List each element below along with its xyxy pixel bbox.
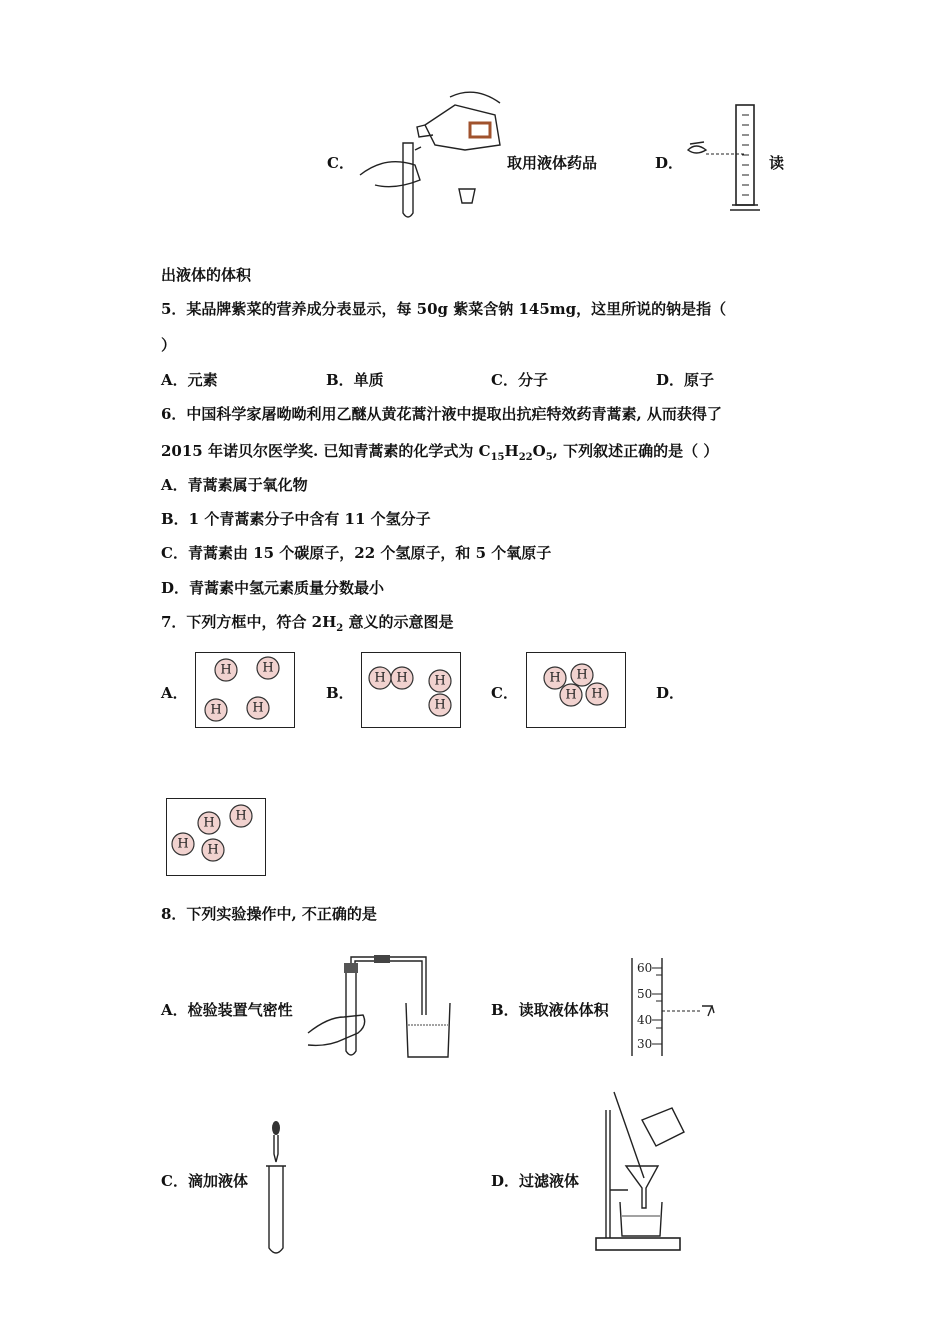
q5-stem: 5．某品牌紫菜的营养成分表显示，每 50g 紫菜含钠 145mg，这里所说的钠是指（ xyxy=(161,300,727,318)
dropper-icon xyxy=(272,1121,280,1162)
q6-stem-line2-b: , 下列叙述正确的是（ ） xyxy=(552,442,719,460)
q6-stem-line2-a: 2015 年诺贝尔医学奖. 已知青蒿素的化学式为 C xyxy=(161,442,491,460)
svg-text:H: H xyxy=(565,687,577,703)
q5-option-d: D．原子 xyxy=(656,371,715,389)
receiving-beaker-icon xyxy=(620,1202,662,1236)
pouring-beaker-icon xyxy=(642,1108,684,1146)
delivery-tube-icon xyxy=(351,955,426,1015)
q7-option-c-diagram xyxy=(526,652,626,728)
svg-text:H: H xyxy=(252,700,264,716)
q5-option-a: A．元素 xyxy=(161,371,218,389)
q8-stem: 8．下列实验操作中, 不正确的是 xyxy=(161,905,377,923)
q4-option-d-label: D． xyxy=(655,154,684,172)
hydrogen-atom-icon xyxy=(571,664,593,686)
q6-formula-h: H xyxy=(504,442,519,460)
q7-stem xyxy=(161,611,453,634)
q8-option-a-label: A．检验装置气密性 xyxy=(161,1001,293,1019)
q6-stem-line2 xyxy=(161,440,718,463)
dropping-liquid-illustration xyxy=(262,1120,302,1260)
glass-rod-icon xyxy=(614,1092,644,1178)
q7-option-c-label: C． xyxy=(491,684,518,702)
svg-text:H: H xyxy=(374,670,386,686)
svg-text:H: H xyxy=(549,670,561,686)
q4-option-d-caption-cont: 出液体的体积 xyxy=(161,266,252,284)
tick-label-40: 40 xyxy=(637,1013,653,1027)
svg-text:H: H xyxy=(591,686,603,702)
svg-text:H: H xyxy=(434,697,446,713)
hydrogen-atom-icon xyxy=(247,697,269,719)
svg-text:H: H xyxy=(235,808,247,824)
hydrogen-atom-icon xyxy=(560,684,582,706)
svg-text:H: H xyxy=(220,662,232,678)
hydrogen-atom-icon xyxy=(586,683,608,705)
graduated-cylinder-icon xyxy=(632,958,662,1056)
hydrogen-atom-icon xyxy=(429,670,451,692)
eye-icon xyxy=(702,1006,714,1016)
iron-stand-icon xyxy=(596,1110,680,1250)
q5-option-b: B．单质 xyxy=(326,371,384,389)
hydrogen-atom-icon xyxy=(172,833,194,855)
graduated-cylinder-icon xyxy=(730,105,760,210)
hydrogen-atom-icon xyxy=(215,659,237,681)
hydrogen-atom-icon xyxy=(198,812,220,834)
svg-text:H: H xyxy=(177,836,189,852)
q8-option-d-label: D．过滤液体 xyxy=(491,1172,580,1190)
q6-option-b: B．1 个青蒿素分子中含有 11 个氢分子 xyxy=(161,510,431,528)
hydrogen-atom-icon xyxy=(544,667,566,689)
reagent-bottle-icon xyxy=(417,92,500,150)
airtightness-check-illustration xyxy=(308,955,458,1063)
hydrogen-atom-icon xyxy=(230,805,252,827)
hydrogen-atom-icon xyxy=(369,667,391,689)
q4-option-c-caption: 取用液体药品 xyxy=(507,154,598,172)
eye-icon xyxy=(688,142,706,153)
q7-stem-b: 意义的示意图是 xyxy=(343,613,454,631)
q7-stem-a: 7．下列方框中，符合 2H xyxy=(161,613,337,631)
graduated-cylinder-reading-illustration xyxy=(686,100,771,218)
q6-formula-h-sub: 22 xyxy=(518,452,533,463)
filtration-setup-illustration xyxy=(590,1090,690,1258)
q7-option-d-diagram xyxy=(166,798,266,876)
pouring-liquid-illustration xyxy=(355,85,505,225)
hydrogen-atom-icon xyxy=(429,694,451,716)
q4-option-c-label: C． xyxy=(327,154,354,172)
q6-formula-o-sub: 5 xyxy=(545,452,553,463)
test-tube-icon xyxy=(266,1166,286,1253)
q7-option-a-label: A． xyxy=(161,684,188,702)
svg-text:H: H xyxy=(210,702,222,718)
svg-text:H: H xyxy=(396,670,408,686)
q8-option-c-label: C．滴加液体 xyxy=(161,1172,248,1190)
hydrogen-atom-icon xyxy=(391,667,413,689)
bottle-stopper-icon xyxy=(459,189,475,203)
tick-label-60: 60 xyxy=(637,961,653,975)
tick-label-30: 30 xyxy=(637,1037,653,1051)
q7-option-a-diagram xyxy=(195,652,295,728)
cylinder-volume-reading-illustration xyxy=(622,958,722,1058)
q6-formula-c-sub: 15 xyxy=(490,452,505,463)
q7-option-d-label: D． xyxy=(656,684,685,702)
q6-formula-o: O xyxy=(532,442,546,460)
q7-option-b-label: B． xyxy=(326,684,354,702)
q6-stem-line1: 6．中国科学家屠呦呦利用乙醚从黄花蒿汁液中提取出抗疟特效药青蒿素, 从而获得了 xyxy=(161,405,722,423)
test-tube-with-stopper-icon xyxy=(344,963,358,1055)
q6-option-a: A．青蒿素属于氧化物 xyxy=(161,476,308,494)
hydrogen-atom-icon xyxy=(205,699,227,721)
q8-option-b-label: B．读取液体体积 xyxy=(491,1001,609,1019)
hydrogen-atom-icon xyxy=(202,839,224,861)
svg-text:H: H xyxy=(207,842,219,858)
svg-text:H: H xyxy=(262,660,274,676)
q4-option-d-caption: 读 xyxy=(769,154,785,172)
hand-holding-test-tube-icon xyxy=(360,143,421,217)
svg-text:H: H xyxy=(576,667,588,683)
q6-option-c: C．青蒿素由 15 个碳原子，22 个氢原子，和 5 个氧原子 xyxy=(161,544,552,562)
q5-stem-close: ） xyxy=(161,336,177,354)
svg-text:H: H xyxy=(434,673,446,689)
hydrogen-atom-icon xyxy=(257,657,279,679)
q5-option-c: C．分子 xyxy=(491,371,548,389)
svg-text:H: H xyxy=(203,815,215,831)
q6-option-d: D．青蒿素中氢元素质量分数最小 xyxy=(161,579,385,597)
q7-option-b-diagram xyxy=(361,652,461,728)
tick-label-50: 50 xyxy=(637,987,653,1001)
beaker-icon xyxy=(406,1003,450,1057)
q7-stem-sub: 2 xyxy=(336,623,344,634)
